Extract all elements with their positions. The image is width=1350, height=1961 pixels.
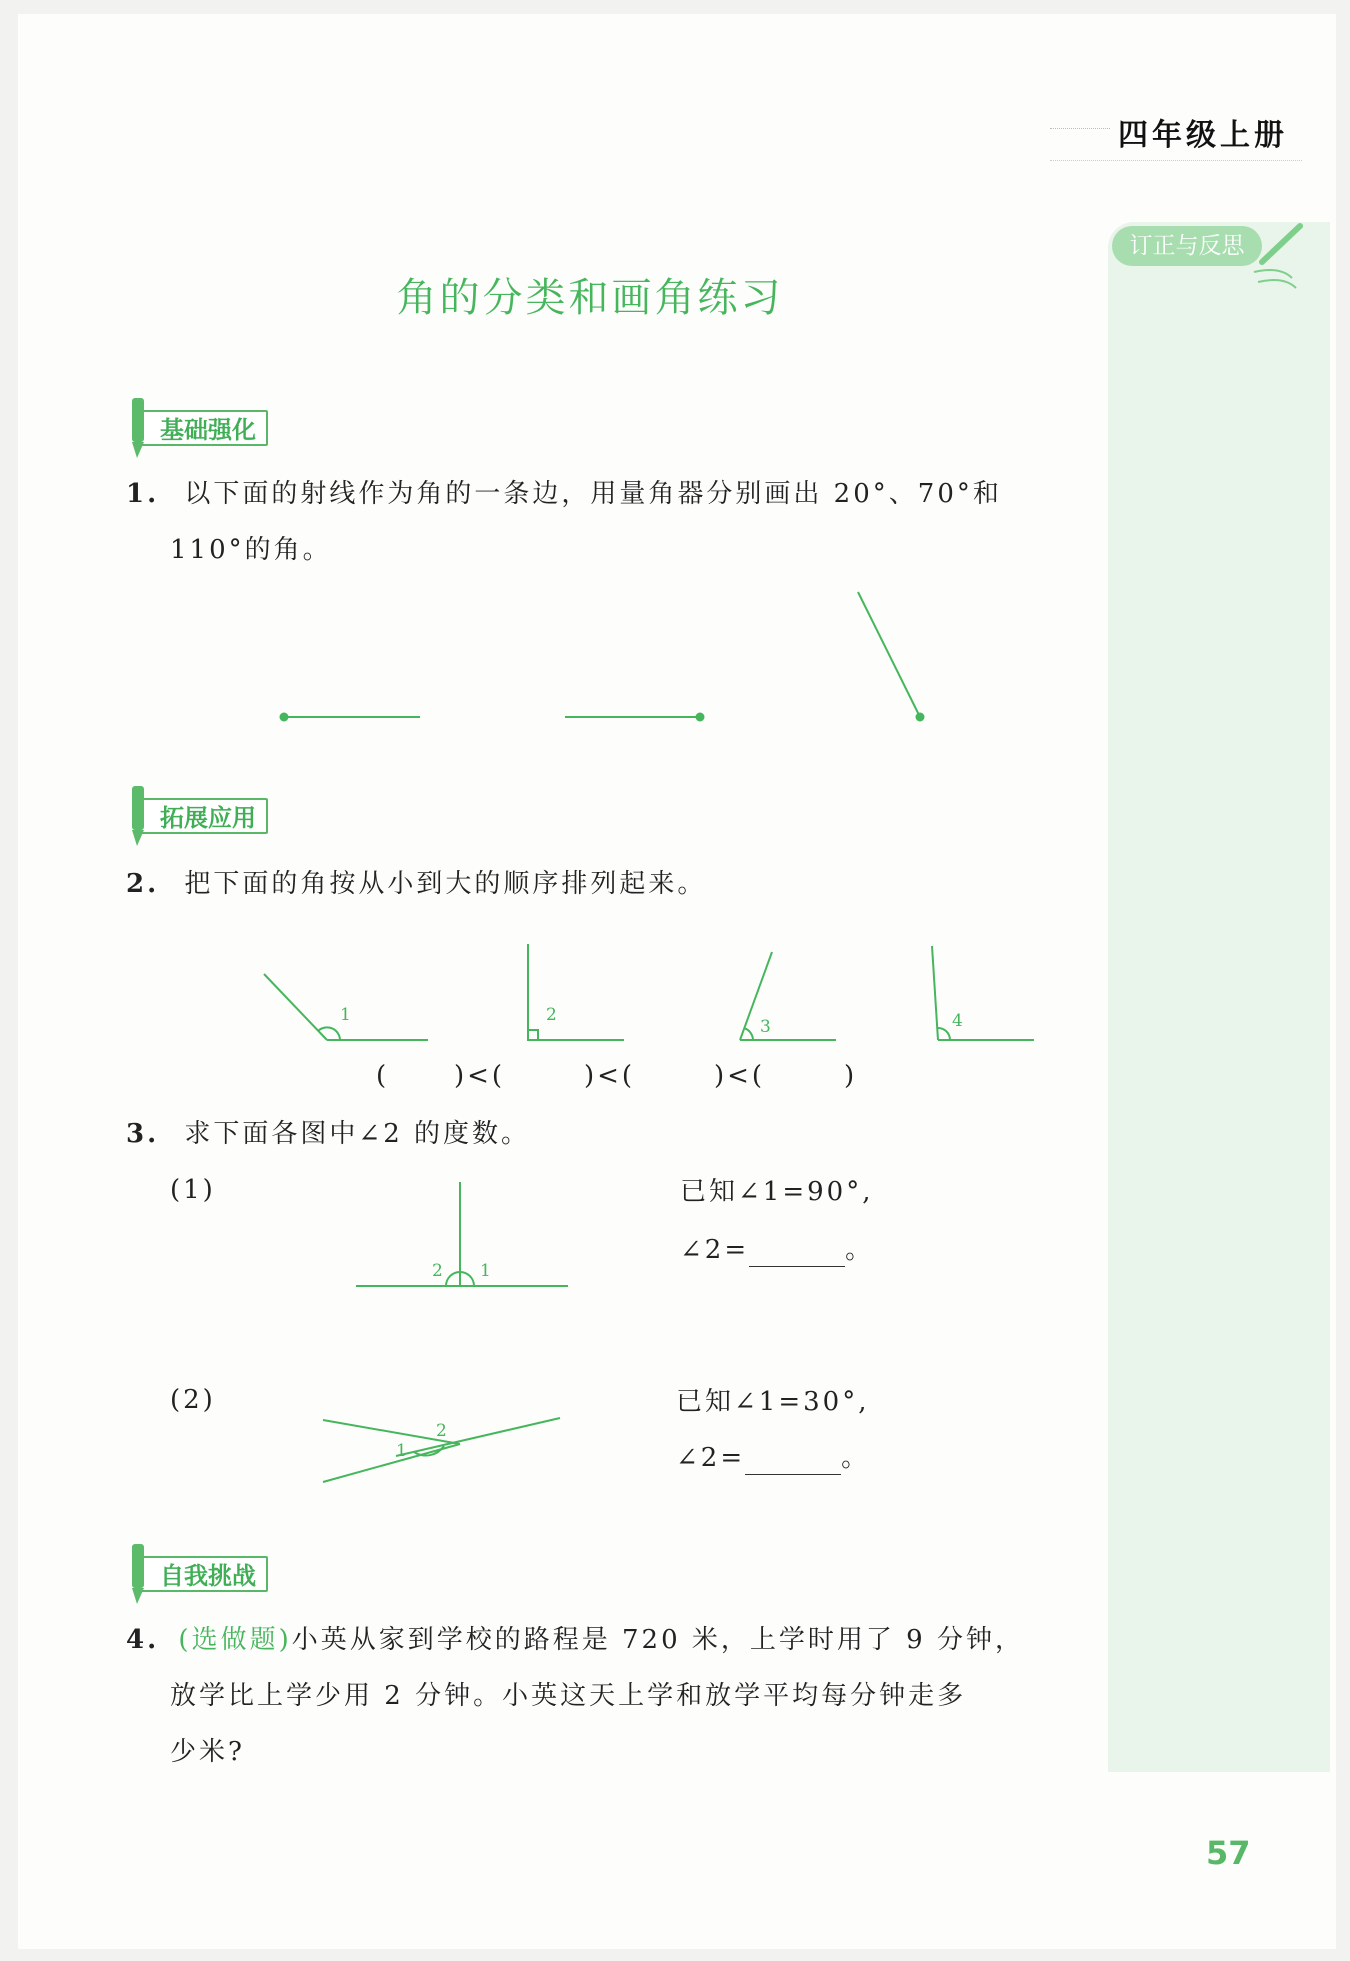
pencil-icon	[132, 1544, 144, 1604]
section-label-challenge: 自我挑战	[136, 1556, 268, 1592]
answer-prefix: ∠2=	[676, 1443, 746, 1473]
q3-figure-1-labels	[432, 1261, 491, 1281]
q3-figure-1	[356, 1182, 568, 1286]
fig1-label-1: 1	[480, 1261, 491, 1281]
question-text: 以下面的射线作为角的一条边，用量角器分别画出 20°、70°和	[184, 479, 1002, 509]
pencil-icon	[132, 398, 144, 458]
angle-label-4: 4	[952, 1011, 963, 1031]
question-number: 1.	[126, 479, 160, 509]
angle-4	[932, 946, 1034, 1040]
angle-3	[740, 952, 836, 1040]
answer-suffix: 。	[845, 1235, 875, 1265]
optional-tag: (选做题)	[178, 1625, 292, 1655]
part-1-label: (1)	[170, 1175, 216, 1205]
page-title: 角的分类和画角练习	[396, 275, 784, 321]
angle-2	[528, 944, 624, 1040]
question-number: 2.	[126, 869, 160, 899]
question-number: 3.	[126, 1119, 160, 1149]
angle-label-3: 3	[760, 1017, 771, 1037]
order-paren-3: )<(	[584, 1061, 636, 1091]
order-paren-1: (	[376, 1061, 390, 1091]
order-paren-4: )<(	[714, 1061, 766, 1091]
q2-angle-labels	[340, 1005, 963, 1037]
question-4-line-3: 少米?	[170, 1737, 245, 1767]
fig2-label-1: 1	[396, 1441, 407, 1461]
q1-rays	[281, 592, 924, 721]
reflection-tab: 订正与反思	[1112, 226, 1262, 266]
part-2-label: (2)	[170, 1385, 216, 1415]
answer-prefix: ∠2=	[680, 1235, 750, 1265]
section-label-basic: 基础强化	[136, 410, 268, 446]
angle-label-2: 2	[546, 1005, 557, 1025]
q2-angles	[264, 944, 1034, 1040]
answer-suffix: 。	[841, 1443, 871, 1473]
order-paren-2: )<(	[454, 1061, 506, 1091]
part-1-given: 已知∠1=90°,	[680, 1177, 874, 1207]
question-text: 求下面各图中∠2 的度数。	[184, 1119, 531, 1149]
grade-label: 四年级上册	[1118, 118, 1288, 153]
part-2-given: 已知∠1=30°,	[676, 1387, 870, 1417]
page-number: 57	[1206, 1834, 1251, 1872]
question-1-line-2: 110°的角。	[170, 535, 332, 565]
ray-1-vertex	[281, 714, 288, 721]
fig1-label-2: 2	[432, 1261, 443, 1281]
fig2-label-2: 2	[436, 1421, 447, 1441]
question-text: 把下面的角按从小到大的顺序排列起来。	[184, 869, 707, 899]
angle-label-1: 1	[340, 1005, 351, 1025]
ray-3-vertex	[917, 714, 924, 721]
order-paren-5: )	[844, 1061, 858, 1091]
question-text: 小英从家到学校的路程是 720 米，上学时用了 9 分钟，	[291, 1625, 1024, 1655]
section-label-extend: 拓展应用	[136, 798, 268, 834]
question-number: 4.	[126, 1625, 160, 1655]
ray-2-vertex	[697, 714, 704, 721]
pencil-icon	[132, 786, 144, 846]
ray-3	[858, 592, 920, 717]
pencil-icon	[1254, 226, 1300, 288]
question-4-line-2: 放学比上学少用 2 分钟。小英这天上学和放学平均每分钟走多	[170, 1681, 967, 1711]
